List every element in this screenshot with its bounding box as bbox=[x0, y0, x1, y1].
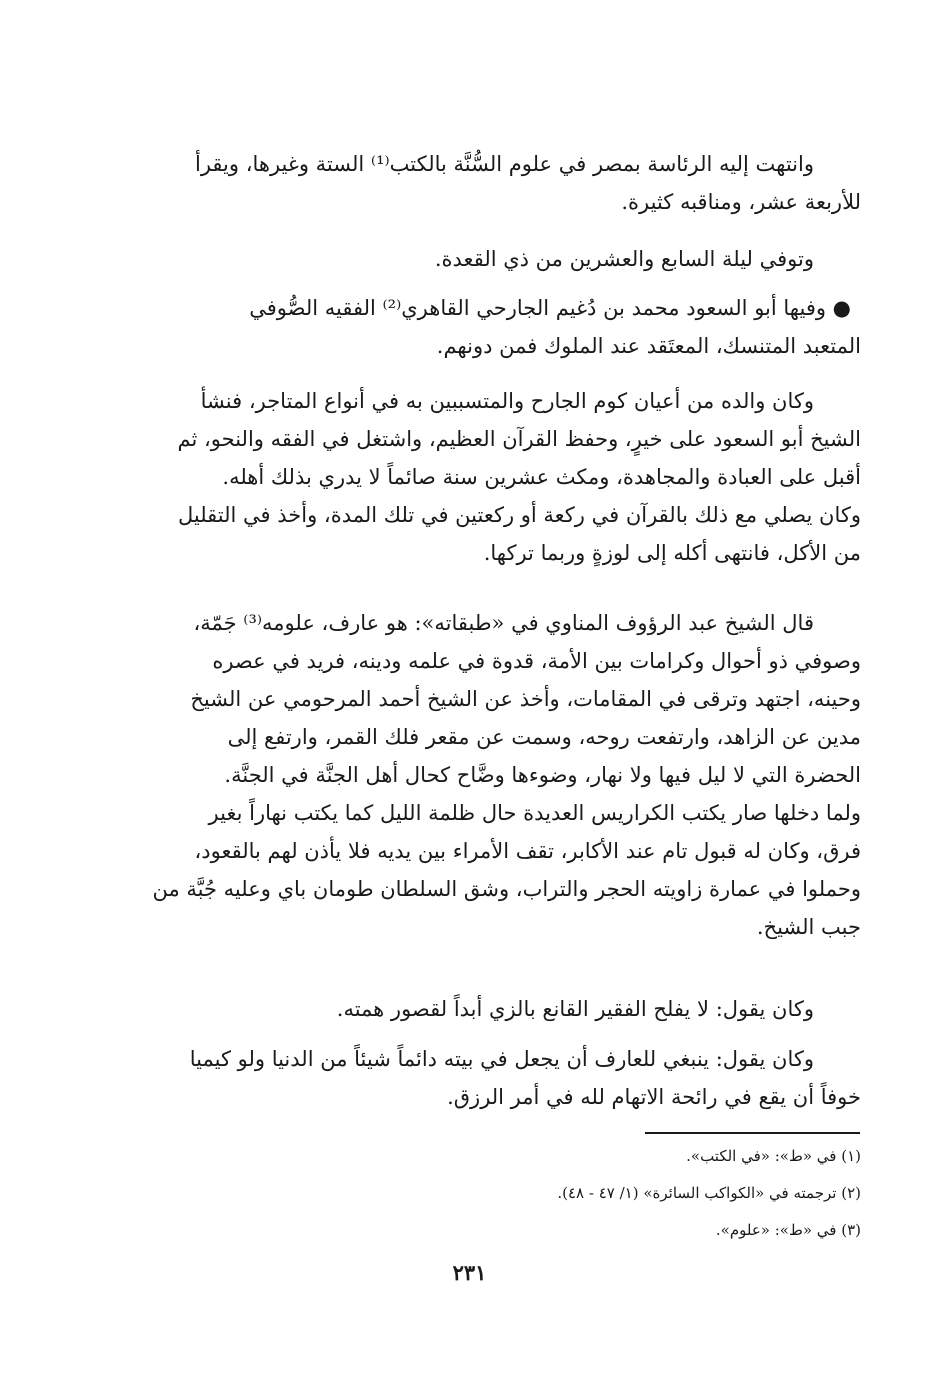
text-line: وانتهت إليه الرئاسة بمصر في علوم السُّنَّة بالكتب⁽¹⁾ الستة وغيرها، ويقرأ bbox=[194, 152, 814, 176]
text-line: للأربعة عشر، ومناقبه كثيرة. bbox=[621, 190, 861, 214]
text-line: وحينه، اجتهد وترقى في المقامات، وأخذ عن الشيخ أحمد المرحومي عن الشيخ bbox=[190, 687, 861, 711]
text-line: وكان يقول: لا يفلح الفقير القانع بالزي أبداً لقصور همته. bbox=[336, 997, 814, 1021]
text-line: الشيخ أبو السعود على خيرٍ، وحفظ القرآن العظيم، واشتغل في الفقه والنحو، ثم bbox=[177, 427, 861, 451]
text-line: وكان والده من أعيان كوم الجارح والمتسببين به في أنواع المتاجر، فنشأ bbox=[200, 389, 814, 413]
text-line: وكان يقول: ينبغي للعارف أن يجعل في بيته دائماً شيئاً من الدنيا ولو كيميا bbox=[189, 1047, 814, 1071]
text-line: وحملوا في عمارة زاويته الحجر والتراب، وشق السلطان طومان باي وعليه جُبَّة من bbox=[152, 877, 861, 901]
paragraph-5 bbox=[118, 604, 861, 946]
paragraph-7 bbox=[118, 1040, 861, 1116]
paragraph-3 bbox=[118, 289, 861, 365]
paragraph-6 bbox=[118, 990, 861, 1028]
paragraph-1 bbox=[118, 145, 861, 221]
footnote: (٣) في «ط»: «علوم». bbox=[715, 1221, 861, 1239]
footnote-separator bbox=[645, 1132, 860, 1134]
text-line: ● وفيها أبو السعود محمد بن دُغيم الجارحي القاهري⁽²⁾ الفقيه الصُّوفي bbox=[249, 296, 851, 320]
text-line: مدين عن الزاهد، وارتفعت روحه، وسمت عن مقعر فلك القمر، وارتفع إلى bbox=[227, 725, 861, 749]
text-line: جبب الشيخ. bbox=[756, 915, 861, 939]
text-line: وكان يصلي مع ذلك بالقرآن في ركعة أو ركعتين في تلك المدة، وأخذ في التقليل bbox=[177, 503, 861, 527]
text-line: ولما دخلها صار يكتب الكراريس العديدة حال ظلمة الليل كما يكتب نهاراً بغير bbox=[208, 801, 861, 825]
text-line: المتعبد المتنسك، المعتَقد عند الملوك فمن دونهم. bbox=[436, 334, 861, 358]
footnote: (١) في «ط»: «في الكتب». bbox=[686, 1147, 861, 1165]
text-line: وصوفي ذو أحوال وكرامات بين الأمة، قدوة في علمه ودينه، فريد في عصره bbox=[212, 649, 861, 673]
text-line: خوفاً أن يقع في رائحة الاتهام لله في أمر الرزق. bbox=[447, 1085, 861, 1109]
footnotes bbox=[300, 1138, 861, 1249]
text-line: فرق، وكان له قبول تام عند الأكابر، تقف الأمراء بين يديه فلا يأذن لهم بالقعود، bbox=[194, 839, 861, 863]
text-line: من الأكل، فانتهى أكله إلى لوزةٍ وربما تركها. bbox=[483, 541, 861, 565]
text-line: قال الشيخ عبد الرؤوف المناوي في «طبقاته»: هو عارف، علومه⁽³⁾ جَمّة، bbox=[193, 611, 814, 635]
paragraph-2 bbox=[118, 240, 861, 278]
text-line: وتوفي ليلة السابع والعشرين من ذي القعدة. bbox=[434, 247, 814, 271]
text-line: أقبل على العبادة والمجاهدة، ومكث عشرين سنة صائماً لا يدري بذلك أهله. bbox=[222, 465, 861, 489]
footnote: (٢) ترجمته في «الكواكب السائرة» (١/ ٤٧ - ٤٨). bbox=[557, 1184, 861, 1202]
page-number: ٢٣١ bbox=[452, 1260, 487, 1285]
text-line: الحضرة التي لا ليل فيها ولا نهار، وضوءها وضَّاح كحال أهل الجنَّة في الجنَّة. bbox=[224, 763, 861, 787]
paragraph-4 bbox=[118, 382, 861, 572]
